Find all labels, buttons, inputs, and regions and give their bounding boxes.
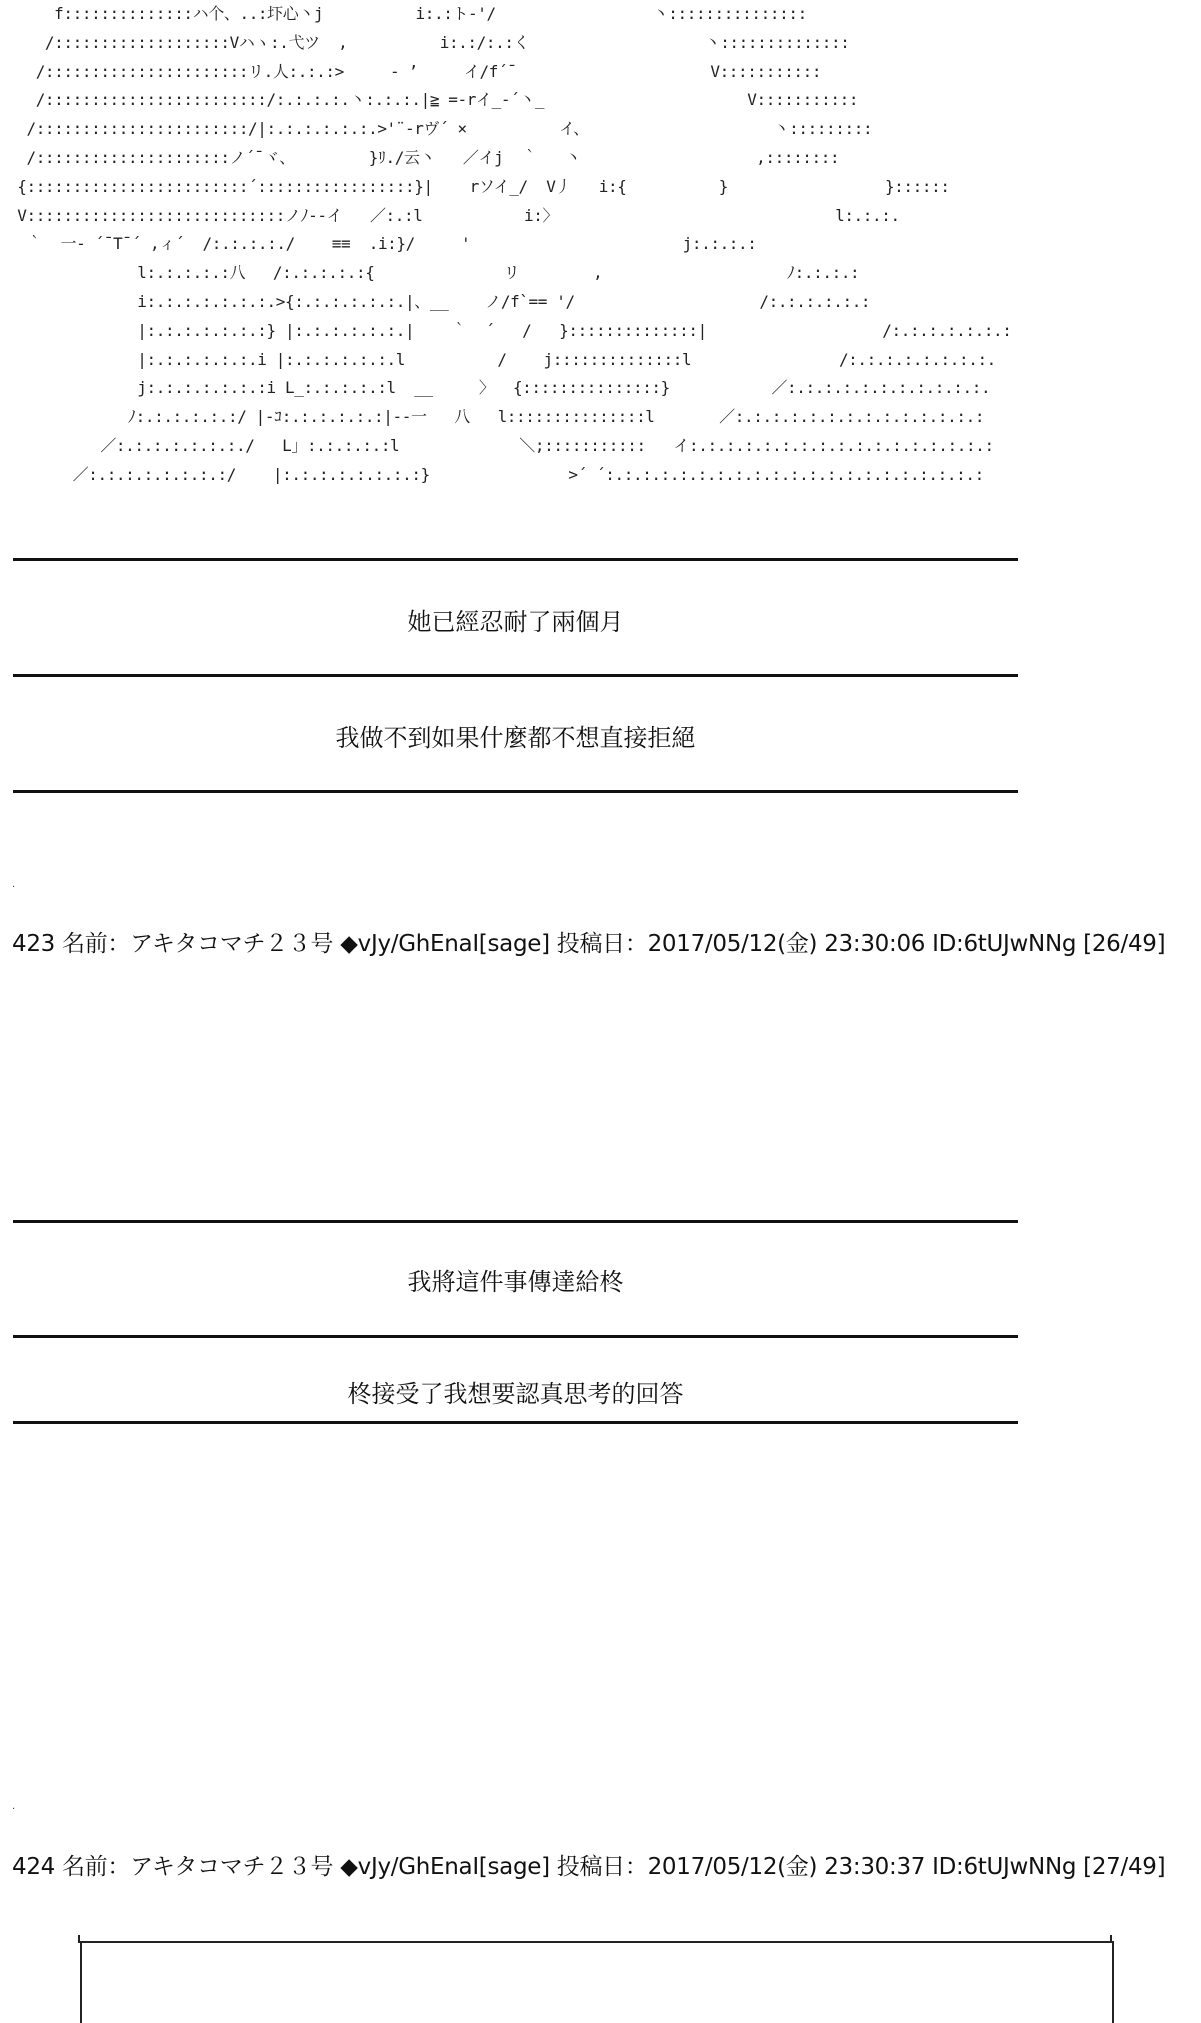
divider-line [13, 674, 1018, 677]
separator-dot: . [12, 1801, 16, 1812]
divider-line [13, 558, 1018, 561]
caption-text: 她已經忍耐了兩個月 [407, 608, 624, 636]
bordered-frame [80, 1941, 1114, 2023]
divider-line [13, 1220, 1018, 1223]
caption-text: 我將這件事傳達給柊 [407, 1268, 624, 1296]
post-header: 424 名前：アキタコマチ２３号 ◆vJy/GhEnaI[sage] 投稿日：2017/05/12(金) 23:30:37 ID:6tUJwNNg [27/49] [12, 1854, 1166, 1880]
separator-dot: . [12, 879, 16, 890]
ascii-art-illustration: f::::::::::::::ハ个、..:圷心丶j i:.:ト‐'/ 丶::::::::::::::: /:::::::::::::::::::Vハヽ:.弋ツ , i:.:/:.:く 丶:::::::::::::: /::::::::::::::::::::::リ.人:.:.:> ‐ ’ イ/f´¯ V::::::::::: /::::::::::::::::::::::::/:.:.:.:.丶:.:.:.|≧ =‐rイ_‐´丶_ V::::::::::: /:::::::::::::::::::::::/|:.:.:.:.:.:.>'¨‐rヴ´ × イ、 丶::::::::: /:::::::::::::::::::::ノ´¯ヾ、 }ﾘ./云丶 ／イj ｀ 丶 ,:::::::: {::::::::::::::::::::::::´:::::::::::::::::}| rソイ_/ V丿 i:{ } }:::::: V::::::::::::::::::::::::::::ノﾉ‐‐イ ／:.:l i:〉 l:.:.:. ｀ 一‐ ´¯T¯´ ,ィ´ /:.:.:.:./ ≡≡ .i:}/ ' j:.:.:.: l:.:.:.:.:八 /:.:.:.:.:{ リ , ﾉ:.:.:.: i:.:.:.:.:.:.:.>{:.:.:.:.:.:.|、__ ノ/f`== '/ /:.:.:.:.:.: |:.:.:.:.:.:.:} |:.:.:.:.:.:.| ｀ ´ / }::::::::::::::| /:.:.:.:.:.:.: |:.:.:.:.:.:.i |:.:.:.:.:.:.l / j::::::::::::::l /:.:.:.:.:.:.:.:. j:.:.:.:.:.:.:i L_:.:.:.:.:l __ 〉 {:::::::::::::::} ／:.:.:.:.:.:.:.:.:.:.:. ﾉ:.:.:.:.:.:/ |-ｺ:.:.:.:.:.:|‐‐一 八 l:::::::::::::::l ／:.:.:.:.:.:.:.:.:.:.:.:.:.: ／:.:.:.:.:.:.:./ L」:.:.:.:.:l ＼;::::::::::: イ:.:.:.:.:.:.:.:.:.:.:.:.:.:.:.:.: ／:.:.:.:.:.:.:.:/ |:.:.:.:.:.:.:.:} >´ ´:.:.:.:.:.:.:.:.:.:.:.:.:.:.:.:.:.:.:.:.: [17, 4, 1012, 484]
caption-text: 柊接受了我想要認真思考的回答 [347, 1380, 684, 1408]
post-header: 423 名前：アキタコマチ２３号 ◆vJy/GhEnaI[sage] 投稿日：2017/05/12(金) 23:30:06 ID:6tUJwNNg [26/49] [12, 931, 1166, 957]
divider-line [13, 1335, 1018, 1338]
caption-text: 我做不到如果什麼都不想直接拒絕 [335, 724, 696, 752]
divider-line [13, 790, 1018, 793]
divider-line [13, 1421, 1018, 1424]
